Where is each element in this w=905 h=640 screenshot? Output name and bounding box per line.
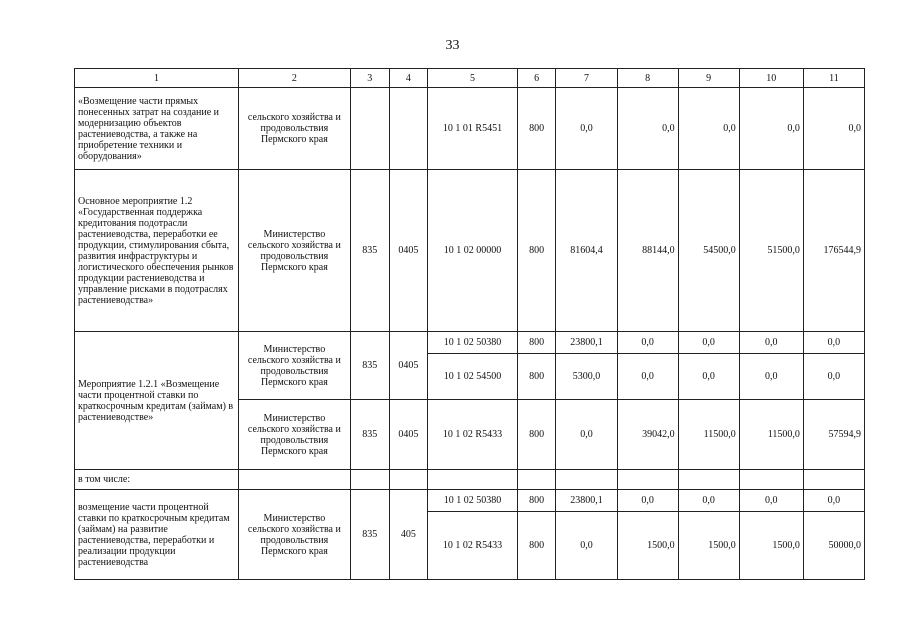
- column-header: 1: [75, 69, 239, 88]
- amount-col9: 0,0: [678, 88, 739, 170]
- ministry-code: 835: [350, 170, 389, 332]
- amount-col8: 39042,0: [617, 400, 678, 470]
- ministry-code: 835: [350, 332, 389, 400]
- expense-type-code: 800: [517, 490, 556, 512]
- empty-cell: [556, 470, 617, 490]
- empty-cell: [350, 470, 389, 490]
- empty-cell: [678, 470, 739, 490]
- activity-name: Основное мероприятие 1.2 «Государственная поддержка кредитования подотрасли растениеводства, переработки ее продукции, стимулирования сбыта, развития инфраструктуры и логистического обеспечения рынков продукции растениеводства и управление рисками в подотраслях растениеводства»: [75, 170, 239, 332]
- organization-name: Министерство сельского хозяйства и продовольствия Пермского края: [238, 490, 350, 580]
- page-number: 33: [445, 38, 460, 53]
- amount-col11: 0,0: [803, 88, 864, 170]
- organization-name: Министерство сельского хозяйства и продовольствия Пермского края: [238, 332, 350, 400]
- amount-col7: 0,0: [556, 512, 617, 580]
- amount-col7: 23800,1: [556, 332, 617, 354]
- amount-col9: 0,0: [678, 354, 739, 400]
- amount-col9: 0,0: [678, 332, 739, 354]
- column-header: 11: [803, 69, 864, 88]
- ministry-code: 835: [350, 400, 389, 470]
- target-code: 10 1 02 R5433: [428, 400, 518, 470]
- amount-col8: 0,0: [617, 332, 678, 354]
- amount-col9: 54500,0: [678, 170, 739, 332]
- amount-col8: 0,0: [617, 88, 678, 170]
- amount-col9: 0,0: [678, 490, 739, 512]
- column-header: 2: [238, 69, 350, 88]
- table-row: [75, 332, 865, 354]
- table-row: [75, 490, 865, 512]
- organization-name: Министерство сельского хозяйства и продовольствия Пермского края: [238, 400, 350, 470]
- target-code: 10 1 02 50380: [428, 490, 518, 512]
- table-row: [75, 88, 865, 170]
- target-code: 10 1 02 00000: [428, 170, 518, 332]
- organization-name: Министерство сельского хозяйства и продовольствия Пермского края: [238, 170, 350, 332]
- empty-cell: [428, 470, 518, 490]
- amount-col10: 1500,0: [739, 512, 803, 580]
- expense-type-code: 800: [517, 354, 556, 400]
- ministry-code: [350, 88, 389, 170]
- amount-col11: 0,0: [803, 490, 864, 512]
- amount-col10: 0,0: [739, 332, 803, 354]
- table-row: [75, 470, 865, 490]
- empty-cell: [389, 470, 428, 490]
- section-code: 0405: [389, 170, 428, 332]
- expense-type-code: 800: [517, 400, 556, 470]
- section-code: 0405: [389, 332, 428, 400]
- amount-col11: 0,0: [803, 354, 864, 400]
- activity-name: «Возмещение части прямых понесенных затрат на создание и модернизацию объектов растениеводства, а также на приобретение техники и оборудования»: [75, 88, 239, 170]
- budget-table: [74, 68, 865, 580]
- expense-type-code: 800: [517, 88, 556, 170]
- empty-cell: [803, 470, 864, 490]
- section-code: 405: [389, 490, 428, 580]
- amount-col10: 0,0: [739, 490, 803, 512]
- section-label: в том числе:: [75, 470, 239, 490]
- expense-type-code: 800: [517, 332, 556, 354]
- column-header: 8: [617, 69, 678, 88]
- amount-col10: 0,0: [739, 354, 803, 400]
- amount-col10: 11500,0: [739, 400, 803, 470]
- column-header: 4: [389, 69, 428, 88]
- amount-col9: 1500,0: [678, 512, 739, 580]
- amount-col7: 0,0: [556, 400, 617, 470]
- column-header: 9: [678, 69, 739, 88]
- amount-col11: 0,0: [803, 332, 864, 354]
- target-code: 10 1 02 54500: [428, 354, 518, 400]
- amount-col7: 23800,1: [556, 490, 617, 512]
- column-header: 6: [517, 69, 556, 88]
- amount-col11: 176544,9: [803, 170, 864, 332]
- empty-cell: [739, 470, 803, 490]
- target-code: 10 1 02 R5433: [428, 512, 518, 580]
- amount-col8: 0,0: [617, 354, 678, 400]
- amount-col11: 57594,9: [803, 400, 864, 470]
- amount-col8: 88144,0: [617, 170, 678, 332]
- amount-col8: 0,0: [617, 490, 678, 512]
- ministry-code: 835: [350, 490, 389, 580]
- column-header: 3: [350, 69, 389, 88]
- empty-cell: [238, 470, 350, 490]
- empty-cell: [617, 470, 678, 490]
- empty-cell: [517, 470, 556, 490]
- amount-col10: 0,0: [739, 88, 803, 170]
- section-code: 0405: [389, 400, 428, 470]
- target-code: 10 1 01 R5451: [428, 88, 518, 170]
- column-header: 7: [556, 69, 617, 88]
- column-header: 5: [428, 69, 518, 88]
- activity-name: возмещение части процентной ставки по краткосрочным кредитам (займам) на развитие растениеводства, переработки и реализации продукции растениеводства: [75, 490, 239, 580]
- amount-col7: 5300,0: [556, 354, 617, 400]
- amount-col8: 1500,0: [617, 512, 678, 580]
- expense-type-code: 800: [517, 512, 556, 580]
- amount-col7: 81604,4: [556, 170, 617, 332]
- amount-col10: 51500,0: [739, 170, 803, 332]
- activity-name: Мероприятие 1.2.1 «Возмещение части процентной ставки по краткосрочным кредитам (займам) в растениеводстве»: [75, 332, 239, 470]
- target-code: 10 1 02 50380: [428, 332, 518, 354]
- amount-col11: 50000,0: [803, 512, 864, 580]
- section-code: [389, 88, 428, 170]
- column-header: 10: [739, 69, 803, 88]
- amount-col7: 0,0: [556, 88, 617, 170]
- organization-name: сельского хозяйства и продовольствия Пермского края: [238, 88, 350, 170]
- header-row: [75, 69, 865, 88]
- amount-col9: 11500,0: [678, 400, 739, 470]
- expense-type-code: 800: [517, 170, 556, 332]
- table-row: [75, 170, 865, 332]
